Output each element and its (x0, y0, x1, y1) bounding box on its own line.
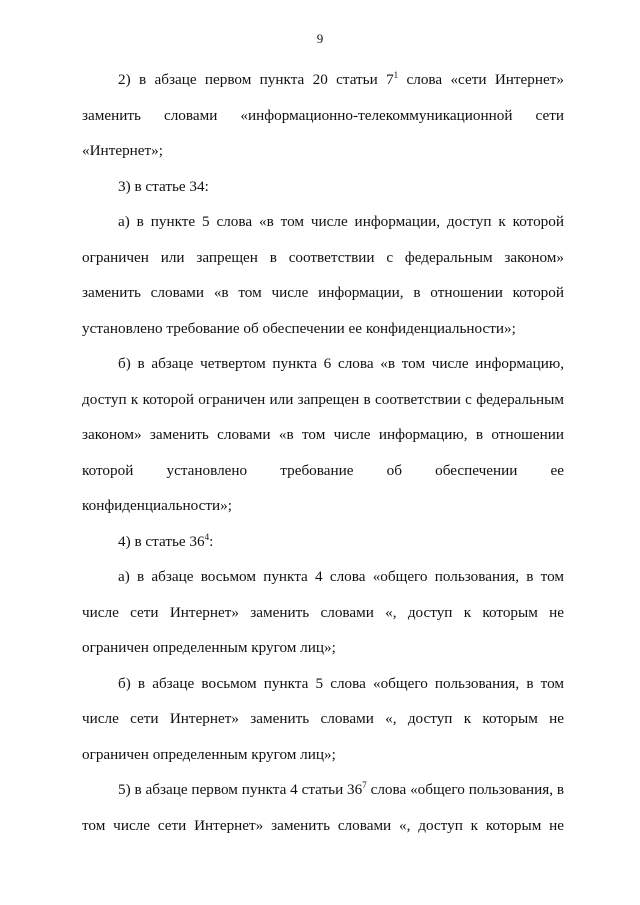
paragraph-item-2 (82, 62, 564, 169)
paragraph-text: 5) в абзаце первом пункта 4 статьи 36 (118, 781, 363, 798)
paragraph-item-3b: б) в абзаце четвертом пункта 6 слова «в том числе информацию, доступ к которой ограничен или запрещен в соответствии с федеральным законом» заменить словами «в том числе информацию, в отношении которой установлено требование об обеспечении ее конфиденциальности»; (82, 355, 564, 514)
page-number: 9 (316, 31, 324, 46)
paragraph-item-4b: б) в абзаце восьмом пункта 5 слова «общего пользования, в том числе сети Интернет» заменить словами «, доступ к которым не ограничен определенным кругом лиц»; (82, 674, 564, 763)
paragraph-item-2-line-2: заменить словами «информационно-телекоммуникационной сети (82, 106, 564, 124)
paragraph-item-3: 3) в статье 34: (118, 177, 209, 195)
paragraph-item-2-line-1 (82, 62, 564, 98)
paragraph-item-2-line-3: «Интернет»; (82, 142, 163, 159)
superscript: 7 (362, 779, 367, 790)
paragraph-item-5 (82, 772, 564, 843)
superscript: 4 (204, 531, 210, 542)
paragraph-text: слова «сети Интернет» (398, 71, 564, 88)
paragraph-item-4a: а) в абзаце восьмом пункта 4 слова «общего пользования, в том числе сети Интернет» заменить словами «, доступ к которым не ограничен определенным кругом лиц»; (82, 568, 564, 656)
document-body (82, 62, 564, 843)
paragraph-text: 4) в статье 36 (118, 532, 205, 550)
paragraph-text: слова «общего пользования, в том числе сети Интернет» заменить словами «, доступ к которым не (82, 781, 565, 834)
superscript: 1 (393, 69, 399, 80)
paragraph-text: : (209, 532, 214, 550)
paragraph-text: 2) в абзаце первом пункта 20 статьи 7 (118, 71, 394, 88)
paragraph-item-4 (82, 524, 564, 560)
paragraph-item-3a: а) в пункте 5 слова «в том числе информации, доступ к которой ограничен или запрещен в соответствии с федеральным законом» заменить словами «в том числе информации, в отношении которой установлено требование об обеспечении ее конфиденциальности»; (82, 213, 564, 337)
